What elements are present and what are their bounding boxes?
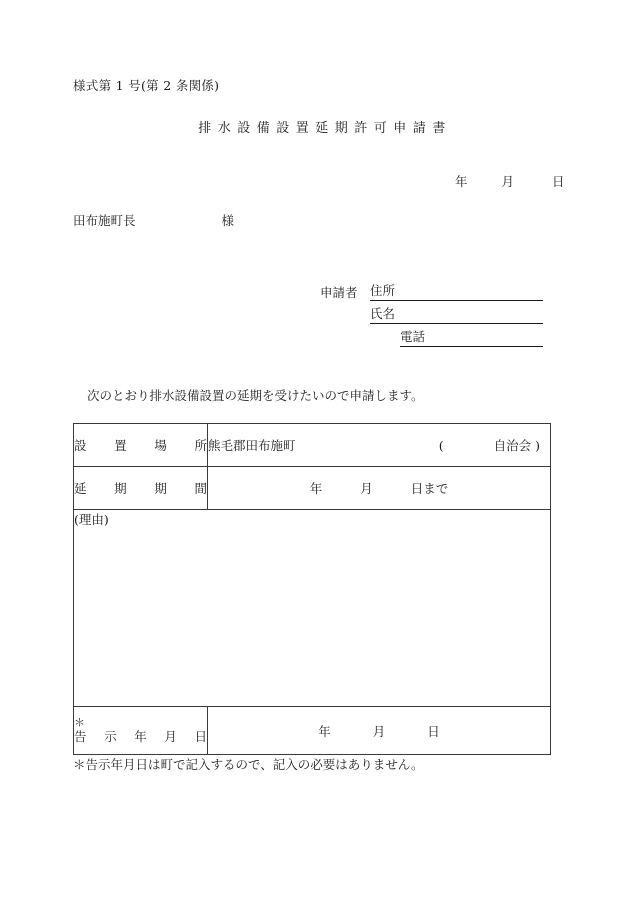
notice-label-char-5: 日 — [194, 728, 207, 744]
addressee-line — [73, 211, 234, 229]
intro-sentence: 次のとおり排水設備設置の延期を受けたいので申請します。 — [87, 388, 424, 403]
period-label-char-2: 期 — [114, 481, 127, 496]
applicant-address-label: 住所 — [370, 281, 395, 301]
application-table — [73, 423, 551, 755]
notice-day-label: 日 — [427, 723, 440, 739]
place-association-group — [439, 436, 540, 454]
period-day-label: 日まで — [410, 481, 449, 496]
table-row-notice-date — [74, 707, 551, 755]
applicant-heading: 申請者 — [320, 285, 358, 300]
applicant-block — [320, 278, 543, 347]
place-value-cell[interactable] — [208, 424, 551, 467]
place-label-char-1: 設 — [74, 438, 87, 453]
period-year-label: 年 — [309, 481, 323, 496]
reason-cell[interactable] — [74, 510, 551, 707]
paren-close: ) — [535, 438, 540, 453]
submission-date-line — [455, 172, 564, 190]
applicant-name-row — [320, 301, 543, 324]
notice-date-label-cell — [74, 707, 208, 755]
notice-year-label: 年 — [318, 723, 331, 739]
period-value-cell[interactable] — [208, 467, 551, 510]
table-row-period — [74, 467, 551, 510]
footnote: ＊告示年月日は町で記入するので、記入の必要はありません。 — [73, 757, 424, 772]
period-label — [74, 479, 207, 497]
applicant-phone-input[interactable] — [425, 331, 543, 347]
applicant-name-label: 氏名 — [370, 304, 395, 324]
date-year-label: 年 — [455, 174, 468, 189]
place-label-char-2: 置 — [114, 438, 127, 453]
period-label-char-4: 間 — [194, 481, 207, 496]
period-label-char-1: 延 — [74, 481, 87, 496]
addressee-recipient: 田布施町長 — [73, 213, 136, 228]
association-label: 自治会 — [493, 438, 532, 453]
date-month-label: 月 — [501, 174, 514, 189]
notice-date-label — [74, 729, 207, 745]
place-label-char-3: 場 — [154, 438, 167, 453]
form-number: 様式第 1 号(第 2 条関係) — [73, 78, 220, 93]
applicant-address-row — [320, 278, 543, 301]
period-label-cell — [74, 467, 208, 510]
document-title: 排水設備設置延期許可申請書 — [198, 121, 452, 136]
notice-label-char-3: 年 — [134, 728, 147, 744]
asterisk-icon: ＊ — [74, 715, 85, 729]
notice-label-char-4: 月 — [164, 728, 177, 744]
notice-label-char-1: 告 — [74, 728, 87, 744]
period-month-label: 月 — [360, 481, 373, 496]
applicant-address-input[interactable] — [395, 285, 543, 301]
notice-month-label: 月 — [372, 723, 386, 739]
notice-label-char-2: 示 — [104, 728, 117, 744]
paren-open: ( — [438, 438, 444, 453]
reason-label: (理由) — [74, 512, 109, 527]
table-row-place — [74, 424, 551, 467]
place-label-char-4: 所 — [194, 438, 207, 453]
applicant-phone-row — [320, 324, 543, 347]
place-value-text: 熊毛郡田布施町 — [208, 438, 296, 453]
date-day-label: 日 — [551, 174, 565, 189]
place-label-cell — [74, 424, 208, 467]
applicant-name-input[interactable] — [395, 308, 543, 324]
table-row-reason — [74, 510, 551, 707]
applicant-phone-label: 電話 — [400, 327, 425, 347]
addressee-honorific: 様 — [221, 213, 234, 228]
place-label — [74, 436, 207, 454]
notice-date-value-cell — [208, 707, 551, 755]
period-label-char-3: 期 — [154, 481, 167, 496]
